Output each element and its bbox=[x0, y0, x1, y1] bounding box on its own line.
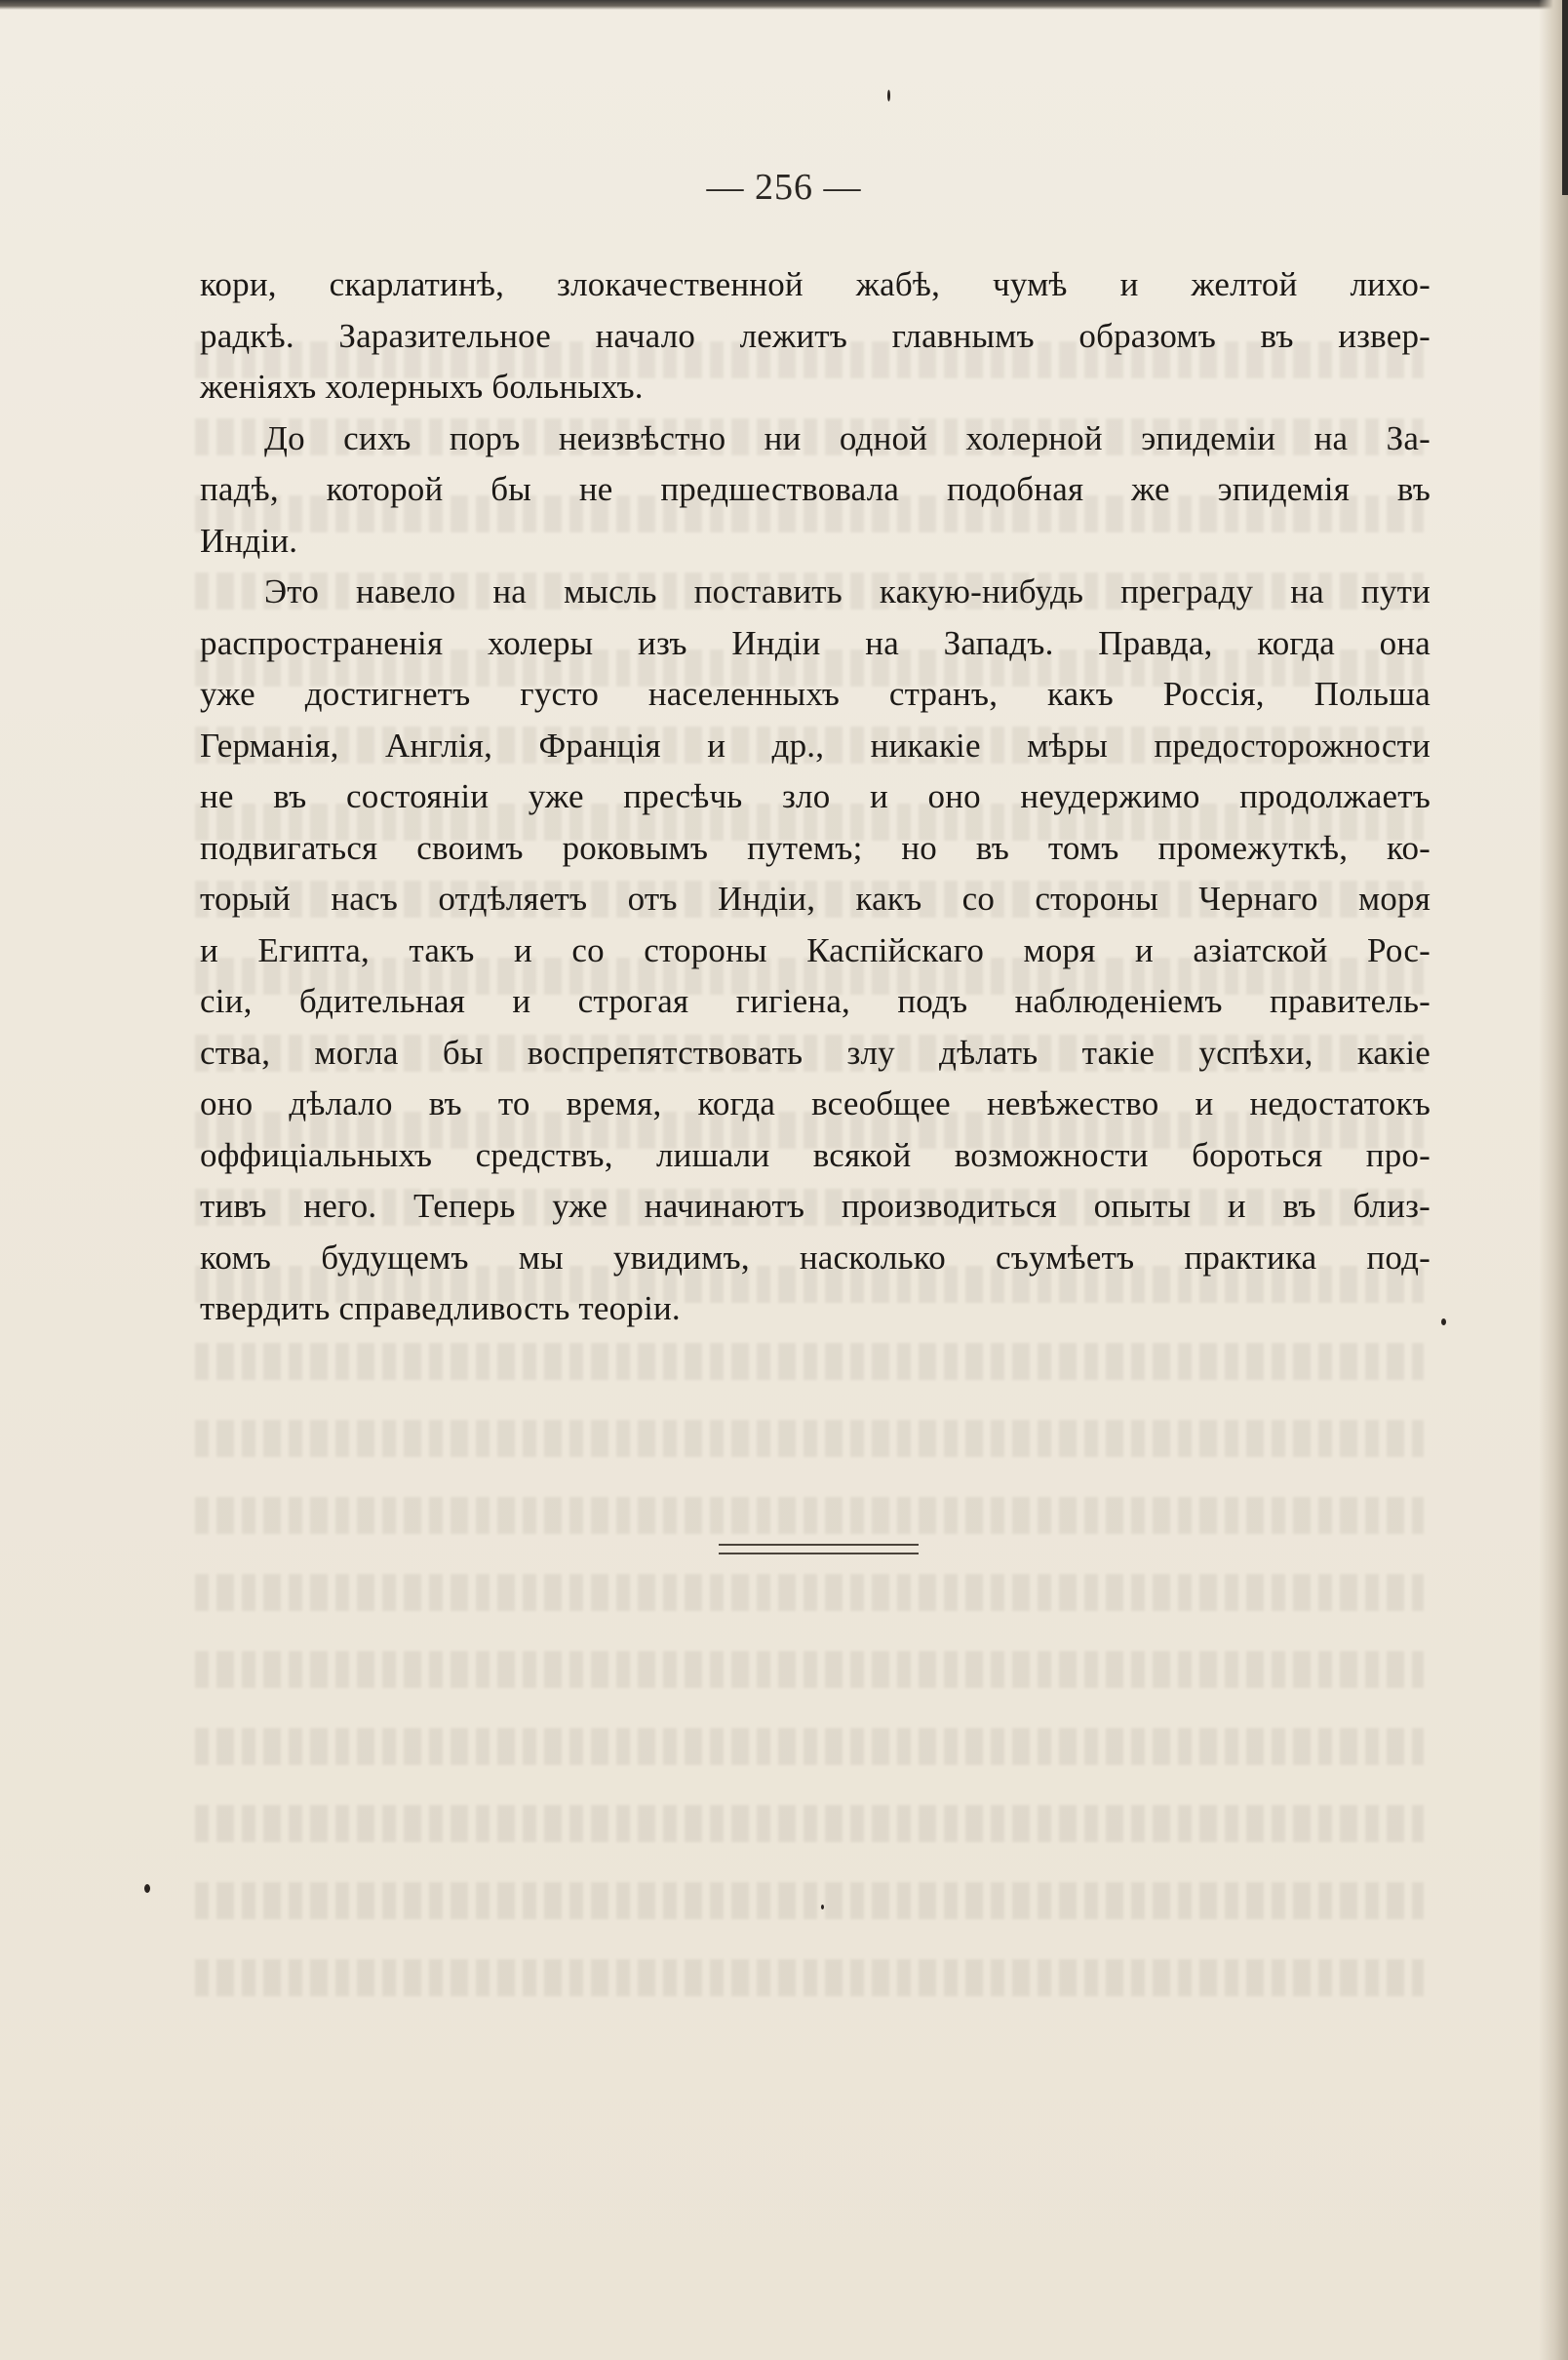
text-line: комъ будущемъ мы увидимъ, насколько съумѣетъ практика под- bbox=[200, 1238, 1431, 1277]
ink-speck bbox=[1441, 1318, 1446, 1325]
text-line: ства, могла бы воспрепятствовать злу дѣлать такіе успѣхи, какіе bbox=[200, 1033, 1431, 1072]
body-text bbox=[200, 259, 1431, 1335]
text-line: оно дѣлало въ то время, когда всеобщее невѣжество и недостатокъ bbox=[200, 1084, 1431, 1122]
ink-speck bbox=[887, 90, 890, 101]
text-line: кори, скарлатинѣ, злокачественной жабѣ, чумѣ и желтой лихо- bbox=[200, 265, 1431, 303]
text-line: оффиціальныхъ средствъ, лишали всякой возможности бороться про- bbox=[200, 1135, 1431, 1174]
ink-speck bbox=[144, 1884, 150, 1893]
text-line: распространенія холеры изъ Индіи на Западъ. Правда, когда она bbox=[200, 623, 1431, 662]
text-line: Индіи. bbox=[200, 521, 298, 560]
ink-speck bbox=[821, 1905, 824, 1909]
page-number: — 256 — bbox=[706, 167, 862, 208]
text-line: подвигаться своимъ роковымъ путемъ; но въ томъ промежуткѣ, ко- bbox=[200, 828, 1431, 867]
text-line: падѣ, которой бы не предшествовала подобная же эпидемія въ bbox=[200, 470, 1431, 508]
page-right-edge bbox=[1539, 0, 1568, 2360]
text-line: тивъ него. Теперь уже начинаютъ производиться опыты и въ близ- bbox=[200, 1187, 1431, 1225]
text-line: сіи, бдительная и строгая гигіена, подъ наблюденіемъ правитель- bbox=[200, 982, 1431, 1020]
text-line: Германія, Англія, Франція и др., никакіе мѣры предосторожности bbox=[200, 726, 1431, 765]
text-line: До сихъ поръ неизвѣстно ни одной холерной эпидеміи на За- bbox=[264, 418, 1431, 457]
text-line: уже достигнетъ густо населенныхъ странъ, какъ Россія, Польша bbox=[200, 675, 1431, 713]
text-line: торый насъ отдѣляетъ отъ Индіи, какъ со стороны Чернаго моря bbox=[200, 880, 1431, 918]
text-line: и Египта, такъ и со стороны Каспійскаго моря и азіатской Рос- bbox=[200, 930, 1431, 969]
text-line: женіяхъ холерныхъ больныхъ. bbox=[200, 368, 644, 406]
page-top-edge bbox=[0, 0, 1568, 10]
text-line: Это навело на мысль поставить какую-нибудь преграду на пути bbox=[264, 572, 1431, 610]
text-line: радкѣ. Заразительное начало лежитъ главнымъ образомъ въ извер- bbox=[200, 316, 1431, 355]
text-line: не въ состояніи уже пресѣчь зло и оно неудержимо продолжаетъ bbox=[200, 777, 1431, 815]
section-divider-rule bbox=[719, 1544, 919, 1554]
text-line: твердить справедливость теоріи. bbox=[200, 1289, 681, 1327]
